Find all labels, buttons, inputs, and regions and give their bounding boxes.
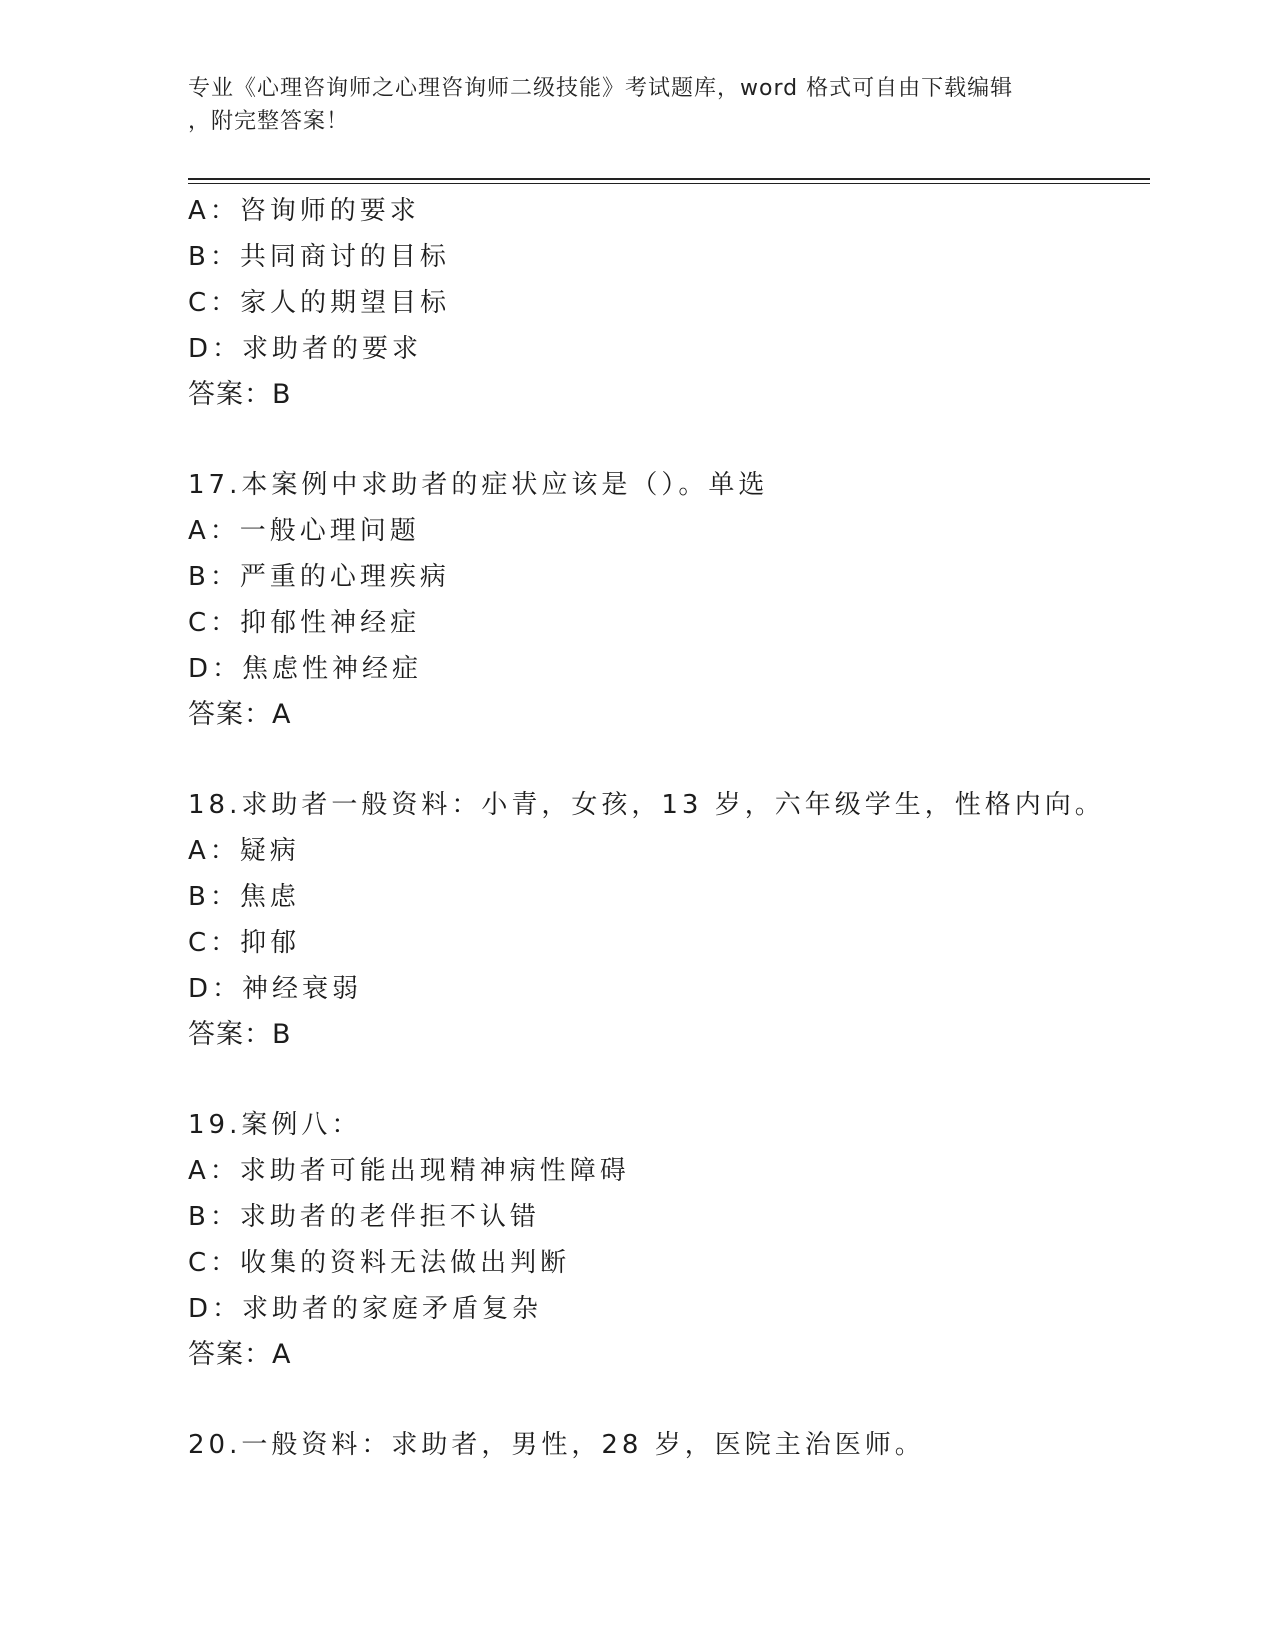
option-b: B：焦虑: [188, 882, 300, 912]
question-19: [188, 1102, 1148, 1378]
question-20: [188, 1422, 1148, 1468]
option-b: B：严重的心理疾病: [188, 562, 450, 592]
question-title: 19.案例八：: [188, 1110, 362, 1140]
header-divider-thick: [188, 178, 1150, 180]
option-d: D：焦虑性神经症: [188, 654, 423, 684]
option-a: A：疑病: [188, 836, 300, 866]
header-divider-thin: [188, 183, 1150, 184]
document-header: [188, 72, 1088, 138]
header-line-1: 专业《心理咨询师之心理咨询师二级技能》考试题库，word 格式可自由下载编辑: [188, 76, 1014, 101]
header-line-2: ，附完整答案！: [188, 109, 350, 134]
answer: 答案：A: [188, 699, 292, 730]
option-a: A：一般心理问题: [188, 516, 420, 546]
option-c: C：抑郁: [188, 928, 301, 958]
option-c: C：收集的资料无法做出判断: [188, 1248, 571, 1278]
option-a: A：咨询师的要求: [188, 196, 420, 226]
option-c: C：家人的期望目标: [188, 288, 451, 318]
option-d: D：求助者的家庭矛盾复杂: [188, 1294, 543, 1324]
question-title: 18.求助者一般资料：小青，女孩，13 岁，六年级学生，性格内向。: [188, 790, 1105, 820]
option-b: B：求助者的老伴拒不认错: [188, 1202, 540, 1232]
option-b: B：共同商讨的目标: [188, 242, 450, 272]
question-title: 20.一般资料：求助者，男性，28 岁，医院主治医师。: [188, 1430, 925, 1460]
question-17: [188, 462, 1148, 738]
option-d: D：神经衰弱: [188, 974, 363, 1004]
answer: 答案：A: [188, 1339, 292, 1370]
question-16: [188, 188, 1148, 418]
question-list: [188, 188, 1148, 1468]
question-18: [188, 782, 1148, 1058]
question-title: 17.本案例中求助者的症状应该是（）。单选: [188, 470, 769, 500]
answer: 答案：B: [188, 379, 292, 410]
answer: 答案：B: [188, 1019, 292, 1050]
option-c: C：抑郁性神经症: [188, 608, 421, 638]
option-d: D：求助者的要求: [188, 334, 423, 364]
option-a: A：求助者可能出现精神病性障碍: [188, 1156, 630, 1186]
